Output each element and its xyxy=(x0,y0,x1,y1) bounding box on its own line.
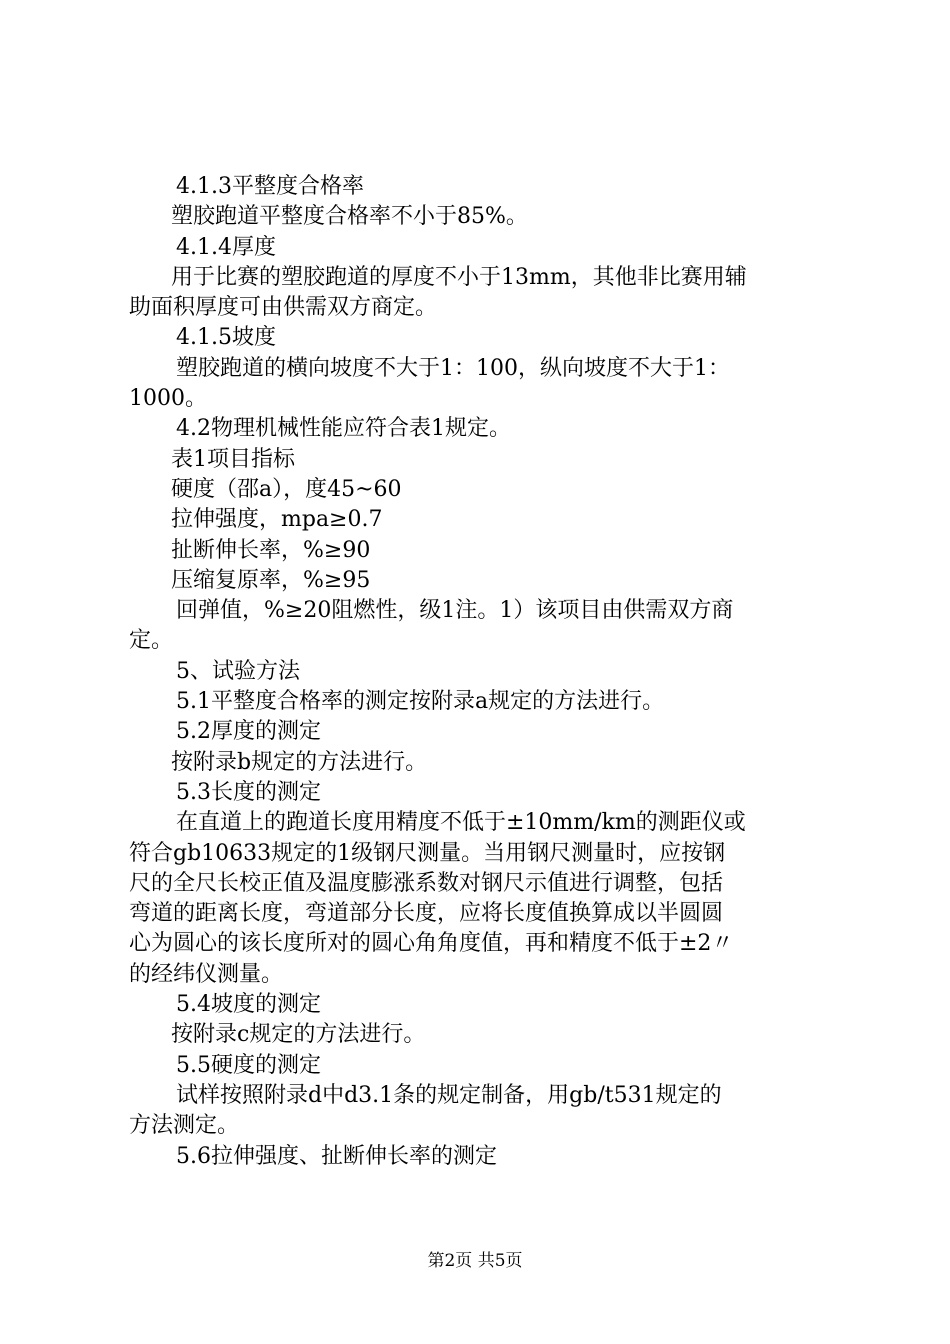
paragraph-line: 按附录b规定的方法进行。 xyxy=(171,749,428,775)
paragraph-line: 塑胶跑道平整度合格率不小于85%。 xyxy=(171,204,528,230)
paragraph-line: 塑胶跑道的横向坡度不大于1：100，纵向坡度不大于1： xyxy=(176,355,730,381)
paragraph-line: 的经纬仪测量。 xyxy=(129,961,284,987)
section-heading: 5.6拉伸强度、扯断伸长率的测定 xyxy=(176,1143,497,1169)
page-footer xyxy=(0,1246,950,1271)
section-heading: 5.3长度的测定 xyxy=(176,779,321,805)
paragraph-line: 用于比赛的塑胶跑道的厚度不小于13mm，其他非比赛用辅 xyxy=(171,264,747,290)
section-heading: 5.2厚度的测定 xyxy=(176,719,321,745)
section-heading: 5、试验方法 xyxy=(176,658,300,684)
spec-item: 硬度（邵a），度45~60 xyxy=(171,476,402,502)
paragraph-line: 助面积厚度可由供需双方商定。 xyxy=(129,295,438,321)
paragraph-line: 方法测定。 xyxy=(129,1113,240,1139)
section-heading: 4.1.4厚度 xyxy=(176,234,276,260)
paragraph-line: 1000。 xyxy=(129,386,207,412)
section-heading: 4.1.3平整度合格率 xyxy=(176,174,364,199)
paragraph-line: 按附录c规定的方法进行。 xyxy=(171,1022,426,1048)
spec-item: 拉伸强度，mpa≥0.7 xyxy=(171,507,383,533)
paragraph-line: 试样按照附录d中d3.1条的规定制备，用gb/t531规定的 xyxy=(176,1082,722,1108)
paragraph-line: 尺的全尺长校正值及温度膨涨系数对钢尺示值进行调整，包括 xyxy=(129,870,724,896)
section-heading: 4.2物理机械性能应符合表1规定。 xyxy=(176,416,511,442)
table-caption: 表1项目指标 xyxy=(171,446,295,472)
paragraph-line: 定。 xyxy=(129,628,174,654)
paragraph-line: 符合gb10633规定的1级钢尺测量。当用钢尺测量时，应按钢 xyxy=(129,840,726,866)
section-heading: 4.1.5坡度 xyxy=(176,325,276,351)
spec-item: 压缩复原率，%≥95 xyxy=(171,567,371,593)
section-heading: 5.4坡度的测定 xyxy=(176,992,321,1018)
page-number: 第2页 共5页 xyxy=(427,1251,523,1271)
section-heading: 5.1平整度合格率的测定按附录a规定的方法进行。 xyxy=(176,689,665,715)
paragraph-line: 心为圆心的该长度所对的圆心角角度值，再和精度不低于±2〃 xyxy=(129,931,734,957)
document-body xyxy=(129,172,832,1172)
paragraph-line: 弯道的距离长度，弯道部分长度，应将长度值换算成以半圆圆 xyxy=(129,901,724,927)
section-heading: 5.5硬度的测定 xyxy=(176,1052,321,1078)
spec-item: 扯断伸长率，%≥90 xyxy=(171,537,371,563)
spec-item: 回弹值，%≥20阻燃性，级1注。1）该项目由供需双方商 xyxy=(176,598,734,624)
paragraph-line: 在直道上的跑道长度用精度不低于±10mm/km的测距仪或 xyxy=(176,810,746,836)
